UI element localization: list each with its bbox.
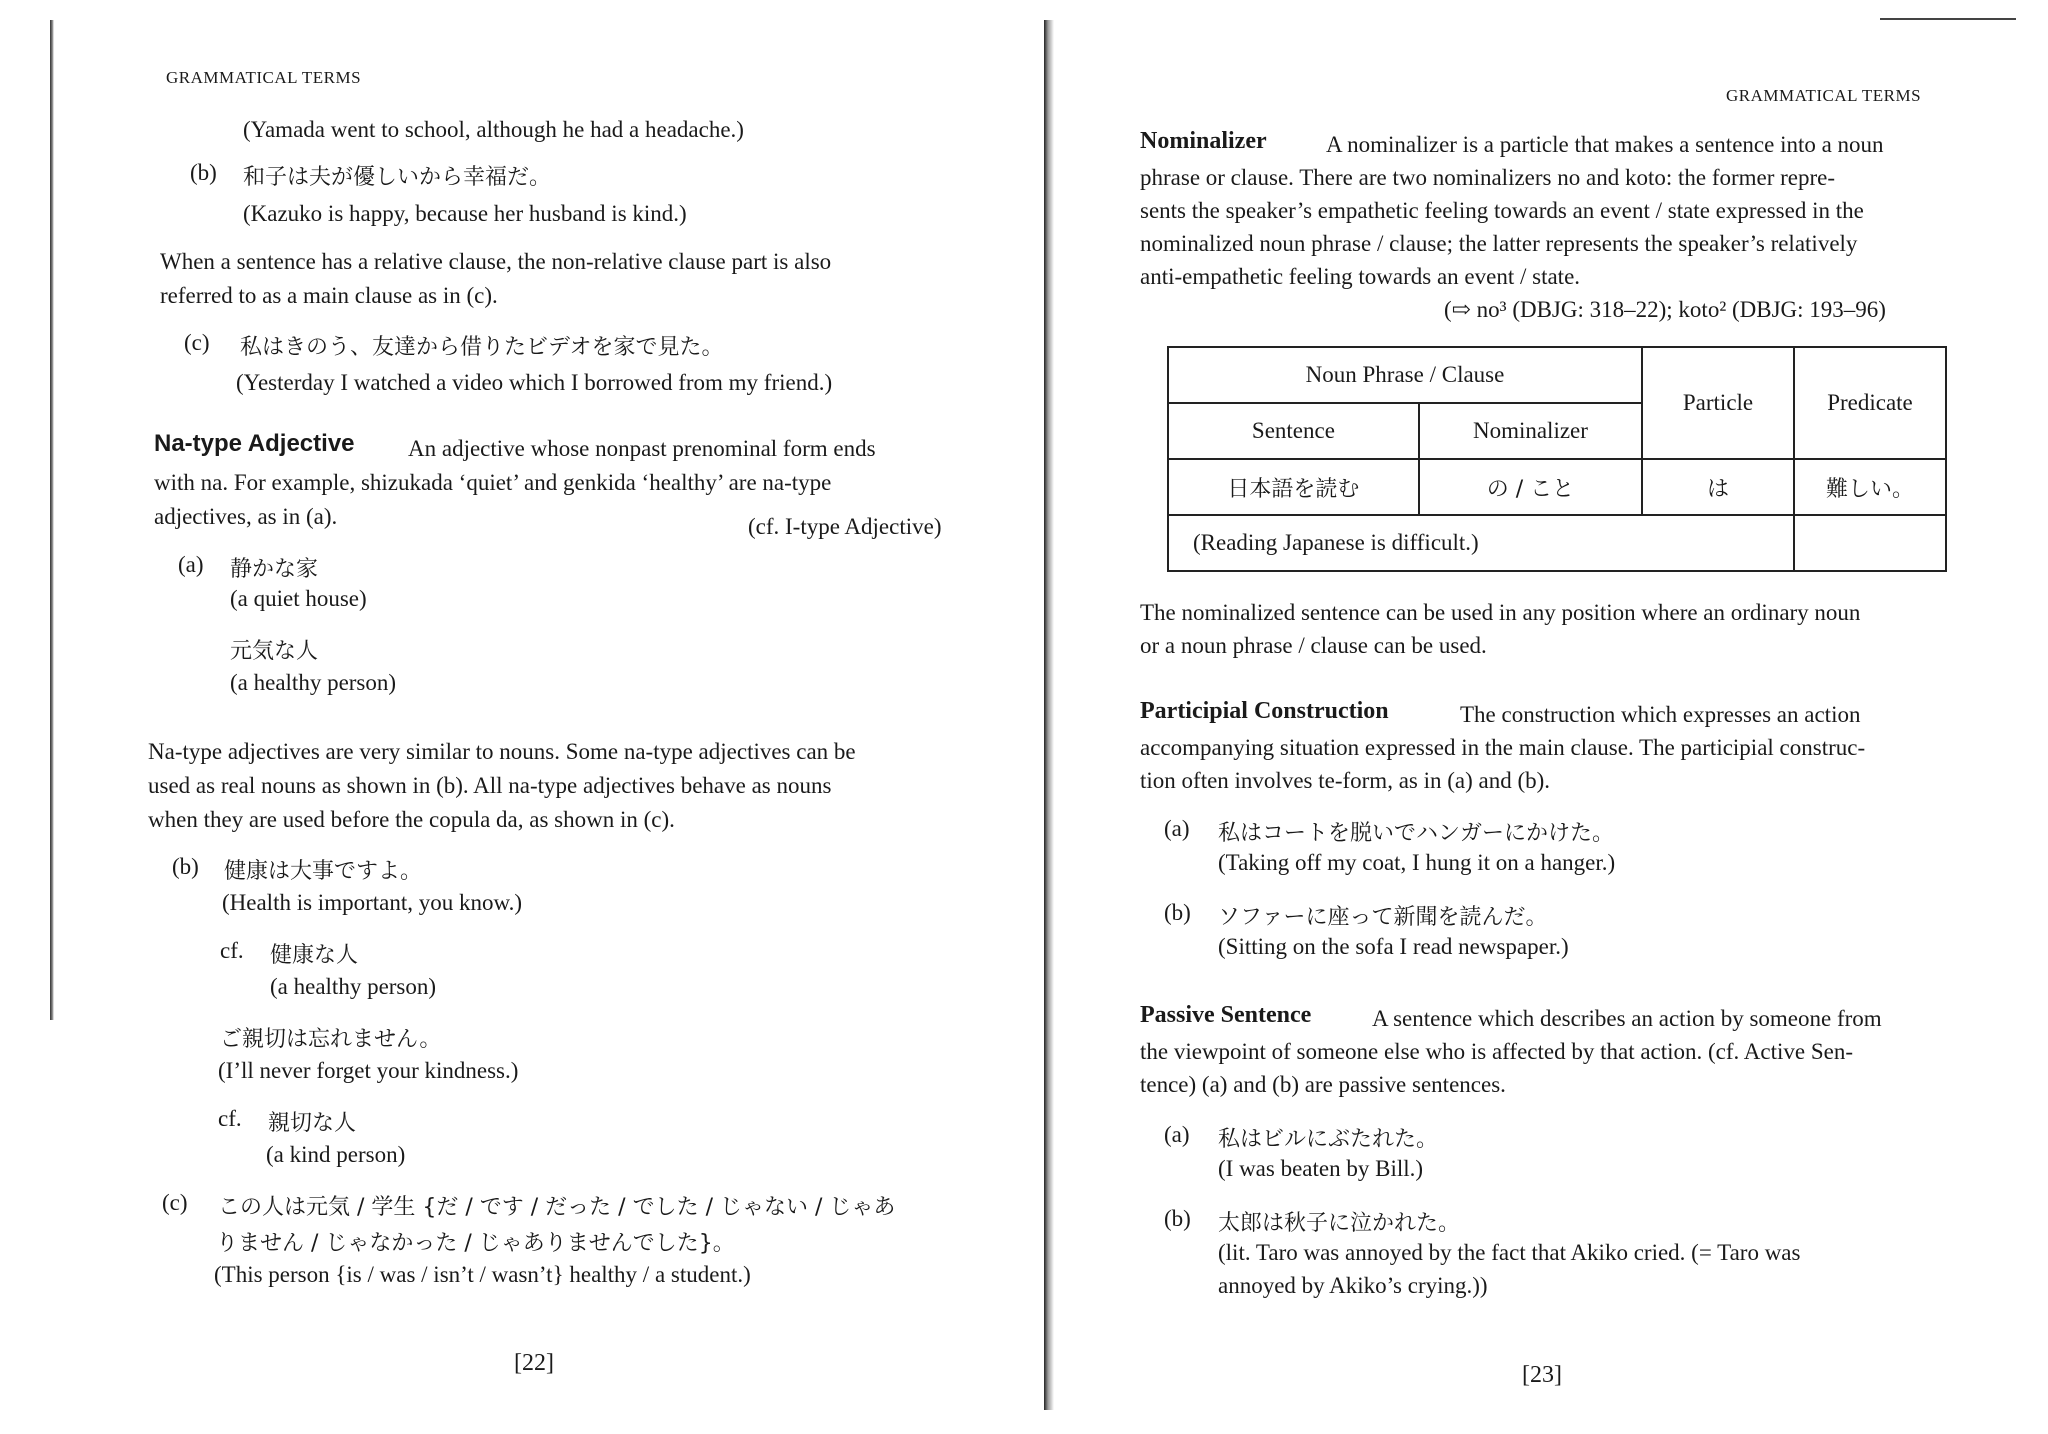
example-translation: (a quiet house) bbox=[230, 586, 367, 611]
paragraph-line: or a noun phrase / clause can be used. bbox=[1140, 633, 1487, 658]
example-japanese: 私はビルにぶたれた。 bbox=[1218, 1127, 1439, 1152]
example-translation: (I was beaten by Bill.) bbox=[1218, 1156, 1424, 1181]
table-cell-particle: は bbox=[1642, 459, 1794, 515]
example-translation: (a kind person) bbox=[266, 1142, 406, 1167]
definition-line: phrase or clause. There are two nominalizers no and koto: the former repre- bbox=[1140, 165, 1836, 190]
definition-line: A nominalizer is a particle that makes a sentence into a noun bbox=[1326, 132, 1884, 157]
example-label: (b) bbox=[172, 854, 199, 879]
example-translation: (Health is important, you know.) bbox=[222, 890, 523, 915]
table-header-nominalizer: Nominalizer bbox=[1419, 403, 1642, 459]
example-label: (b) bbox=[190, 160, 217, 185]
example-japanese: りません / じゃなかった / じゃありませんでした}。 bbox=[216, 1231, 735, 1256]
definition-line: with na. For example, shizukada ‘quiet’ and genkida ‘healthy’ are na-type bbox=[154, 470, 832, 495]
left-page-edge bbox=[50, 20, 54, 1020]
example-label: (a) bbox=[178, 552, 204, 577]
example-label: (a) bbox=[1164, 1122, 1190, 1147]
example-japanese: 静かな家 bbox=[230, 557, 319, 582]
example-label: (a) bbox=[1164, 816, 1190, 841]
term-heading: Nominalizer bbox=[1140, 128, 1267, 154]
running-head-right: GRAMMATICAL TERMS bbox=[1726, 86, 1922, 105]
example-translation: (This person {is / was / isn’t / wasn’t} healthy / a student.) bbox=[214, 1262, 751, 1287]
cross-reference: (⇨ no³ (DBJG: 318–22); koto² (DBJG: 193–96) bbox=[1444, 297, 1886, 322]
example-translation: (a healthy person) bbox=[270, 974, 437, 999]
term-heading: Passive Sentence bbox=[1140, 1002, 1312, 1028]
example-japanese: この人は元気 / 学生 {だ / です / だった / でした / じゃない / じゃあ bbox=[218, 1195, 896, 1220]
paragraph-line: The nominalized sentence can be used in any position where an ordinary noun bbox=[1140, 600, 1861, 625]
table-cell-nominalizer: の / こと bbox=[1419, 459, 1642, 515]
example-translation: (lit. Taro was annoyed by the fact that Akiko cried. (= Taro was bbox=[1218, 1240, 1801, 1265]
example-label: (b) bbox=[1164, 900, 1191, 925]
top-rule bbox=[1880, 18, 2016, 20]
example-label: (c) bbox=[162, 1190, 188, 1215]
example-translation: (I’ll never forget your kindness.) bbox=[218, 1058, 519, 1083]
definition-line: tion often involves te-form, as in (a) and (b). bbox=[1140, 768, 1551, 793]
table-header-noun-phrase: Noun Phrase / Clause bbox=[1168, 347, 1642, 403]
table-header-sentence: Sentence bbox=[1168, 403, 1419, 459]
table-cell-sentence: 日本語を読む bbox=[1168, 459, 1419, 515]
definition-line: An adjective whose nonpast prenominal form ends bbox=[408, 436, 876, 461]
definition-line: anti-empathetic feeling towards an event / state. bbox=[1140, 264, 1581, 289]
example-translation: (a healthy person) bbox=[230, 670, 397, 695]
nominalizer-table bbox=[1167, 346, 1947, 572]
table-cell-predicate: 難しい。 bbox=[1794, 459, 1946, 515]
example-translation: (Yamada went to school, although he had a headache.) bbox=[243, 117, 744, 142]
cf-label: cf. bbox=[220, 938, 244, 963]
table-header-predicate: Predicate bbox=[1794, 347, 1946, 459]
example-japanese: 私はきのう、友達から借りたビデオを家で見た。 bbox=[240, 335, 724, 360]
definition-line: the viewpoint of someone else who is affected by that action. (cf. Active Sen- bbox=[1140, 1039, 1853, 1064]
example-japanese: 親切な人 bbox=[268, 1111, 357, 1136]
example-japanese: 太郎は秋子に泣かれた。 bbox=[1218, 1211, 1461, 1236]
page-number-right: [23] bbox=[1522, 1362, 1562, 1388]
paragraph-line: referred to as a main clause as in (c). bbox=[160, 283, 498, 308]
cf-label: cf. bbox=[218, 1106, 242, 1131]
running-head-left: GRAMMATICAL TERMS bbox=[166, 68, 362, 87]
example-japanese: 和子は夫が優しいから幸福だ。 bbox=[243, 165, 552, 190]
definition-line: sents the speaker’s empathetic feeling towards an event / state expressed in the bbox=[1140, 198, 1864, 223]
cross-reference: (cf. I-type Adjective) bbox=[748, 514, 942, 539]
book-gutter bbox=[1044, 20, 1054, 1410]
definition-line: A sentence which describes an action by someone from bbox=[1372, 1006, 1882, 1031]
example-japanese: ご親切は忘れません。 bbox=[220, 1027, 442, 1052]
example-translation: annoyed by Akiko’s crying.)) bbox=[1218, 1273, 1488, 1298]
definition-line: nominalized noun phrase / clause; the latter represents the speaker’s relatively bbox=[1140, 231, 1858, 256]
term-heading: Participial Construction bbox=[1140, 698, 1389, 724]
definition-line: accompanying situation expressed in the main clause. The participial construc- bbox=[1140, 735, 1866, 760]
example-japanese: 健康な人 bbox=[270, 943, 359, 968]
term-heading: Na-type Adjective bbox=[154, 430, 355, 457]
example-translation: (Yesterday I watched a video which I borrowed from my friend.) bbox=[236, 370, 833, 395]
table-cell-empty bbox=[1794, 515, 1946, 571]
paragraph-line: Na-type adjectives are very similar to nouns. Some na-type adjectives can be bbox=[148, 739, 856, 764]
page-number-left: [22] bbox=[514, 1350, 554, 1376]
paragraph-line: used as real nouns as shown in (b). All na-type adjectives behave as nouns bbox=[148, 773, 832, 798]
paragraph-line: when they are used before the copula da, as shown in (c). bbox=[148, 807, 675, 832]
example-translation: (Kazuko is happy, because her husband is kind.) bbox=[243, 201, 687, 226]
example-label: (c) bbox=[184, 330, 210, 355]
definition-line: tence) (a) and (b) are passive sentences. bbox=[1140, 1072, 1506, 1097]
example-japanese: ソファーに座って新聞を読んだ。 bbox=[1218, 905, 1548, 930]
definition-line: The construction which expresses an action bbox=[1460, 702, 1861, 727]
example-japanese: 私はコートを脱いでハンガーにかけた。 bbox=[1218, 821, 1615, 846]
example-japanese: 元気な人 bbox=[230, 639, 319, 664]
table-cell-translation: (Reading Japanese is difficult.) bbox=[1168, 515, 1794, 571]
example-translation: (Sitting on the sofa I read newspaper.) bbox=[1218, 934, 1569, 959]
example-japanese: 健康は大事ですよ。 bbox=[224, 859, 423, 884]
paragraph-line: When a sentence has a relative clause, the non-relative clause part is also bbox=[160, 249, 832, 274]
definition-line: adjectives, as in (a). bbox=[154, 504, 338, 529]
table-header-particle: Particle bbox=[1642, 347, 1794, 459]
example-label: (b) bbox=[1164, 1206, 1191, 1231]
example-translation: (Taking off my coat, I hung it on a hanger.) bbox=[1218, 850, 1616, 875]
